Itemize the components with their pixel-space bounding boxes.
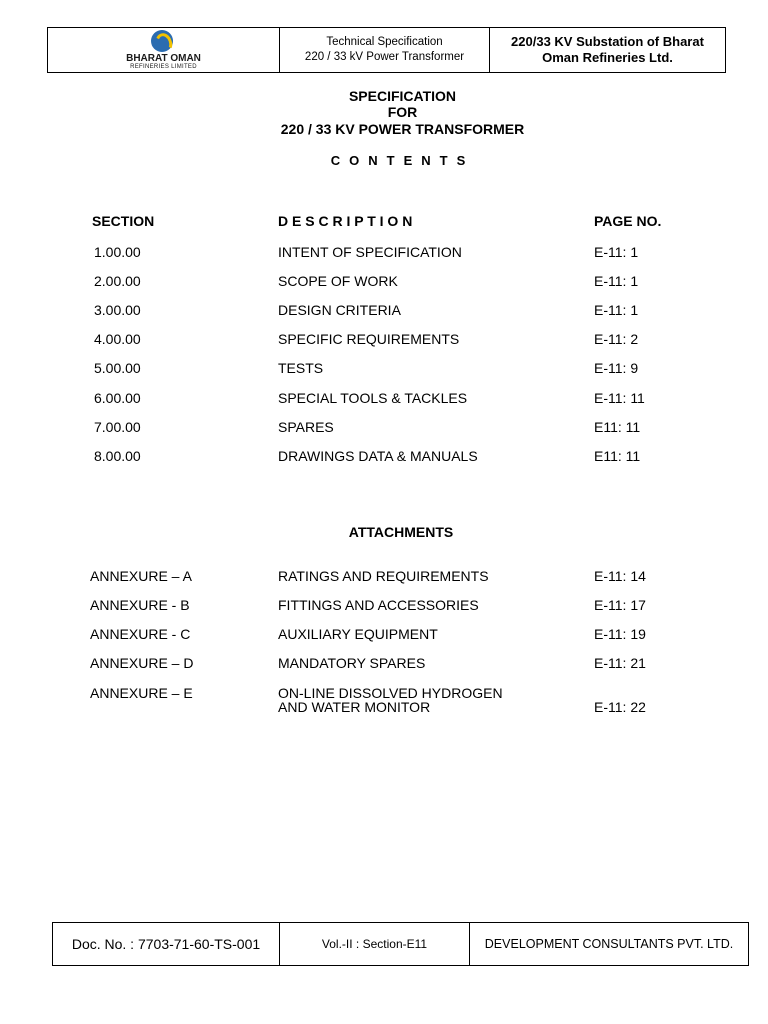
annexure-page: E-11: 21 <box>594 655 646 671</box>
section-description: SPECIAL TOOLS & TACKLES <box>278 390 468 406</box>
title-line-3: 220 / 33 KV POWER TRANSFORMER <box>280 121 525 137</box>
section-page: E-11: 1 <box>594 273 639 289</box>
project-line-2: Oman Refineries Ltd. <box>542 50 673 65</box>
section-description: DESIGN CRITERIA <box>278 302 401 318</box>
section-number: 7.00.00 <box>94 419 141 435</box>
section-number: 5.00.00 <box>94 360 141 376</box>
logo-subname: REFINERIES LIMITED <box>130 64 197 70</box>
doc-type-cell <box>280 28 490 72</box>
section-page: E-11: 1 <box>594 302 639 318</box>
annexure-description: ON-LINE DISSOLVED HYDROGEN <box>278 685 503 701</box>
section-description: SPECIFIC REQUIREMENTS <box>278 331 460 347</box>
company-logo <box>125 29 203 71</box>
section-description: INTENT OF SPECIFICATION <box>278 244 462 260</box>
doc-subject: 220 / 33 kV Power Transformer <box>304 51 465 63</box>
section-description: DRAWINGS DATA & MANUALS <box>278 448 478 464</box>
section-page: E-11: 9 <box>594 360 639 376</box>
doc-number: Doc. No. : 7703-71-60-TS-001 <box>53 923 280 965</box>
annexure-page: E-11: 19 <box>594 626 646 642</box>
section-page: E11: 11 <box>594 448 641 464</box>
annexure-name: ANNEXURE – D <box>90 655 194 671</box>
contents-heading: CONTENTS <box>330 153 475 168</box>
annexure-name: ANNEXURE – A <box>90 568 192 584</box>
project-cell <box>490 28 725 72</box>
section-description: SCOPE OF WORK <box>278 273 398 289</box>
section-page: E-11: 11 <box>594 390 645 406</box>
document-footer <box>52 922 749 966</box>
title-line-1: SPECIFICATION <box>348 88 457 104</box>
annexure-page: E-11: 17 <box>594 597 646 613</box>
section-number: 1.00.00 <box>94 244 141 260</box>
logo-name: BHARAT OMAN <box>126 53 201 64</box>
section-page: E-11: 1 <box>594 244 639 260</box>
section-description: SPARES <box>278 419 334 435</box>
annexure-description: FITTINGS AND ACCESSORIES <box>278 597 479 613</box>
attachments-heading: ATTACHMENTS <box>348 524 454 540</box>
logo-emblem-icon <box>151 30 173 52</box>
section-number: 4.00.00 <box>94 331 141 347</box>
document-header <box>47 27 726 73</box>
annexure-name: ANNEXURE – E <box>90 685 193 701</box>
logo-cell <box>48 28 280 72</box>
section-page: E11: 11 <box>594 419 641 435</box>
doc-type: Technical Specification <box>326 36 443 48</box>
company-name: DEVELOPMENT CONSULTANTS PVT. LTD. <box>484 937 734 951</box>
section-number: 8.00.00 <box>94 448 141 464</box>
section-number: 3.00.00 <box>94 302 141 318</box>
description-column-header: D E S C R I P T I O N <box>278 213 413 229</box>
annexure-description: AUXILIARY EQUIPMENT <box>278 626 438 642</box>
annexure-name: ANNEXURE - B <box>90 597 190 613</box>
annexure-name: ANNEXURE - C <box>90 626 191 642</box>
title-line-2: FOR <box>387 104 418 120</box>
annexure-description-continued: AND WATER MONITOR <box>278 699 431 715</box>
annexure-description: RATINGS AND REQUIREMENTS <box>278 568 489 584</box>
section-page: E-11: 2 <box>594 331 639 347</box>
project-line-1: 220/33 KV Substation of Bharat <box>511 34 704 49</box>
annexure-description: MANDATORY SPARES <box>278 655 426 671</box>
section-number: 2.00.00 <box>94 273 141 289</box>
annexure-page: E-11: 14 <box>594 568 646 584</box>
section-number: 6.00.00 <box>94 390 141 406</box>
section-description: TESTS <box>278 360 324 376</box>
page-column-header: PAGE NO. <box>594 213 662 229</box>
volume-section: Vol.-II : Section-E11 <box>280 923 470 965</box>
annexure-page: E-11: 22 <box>594 699 646 715</box>
section-column-header: SECTION <box>92 213 155 229</box>
